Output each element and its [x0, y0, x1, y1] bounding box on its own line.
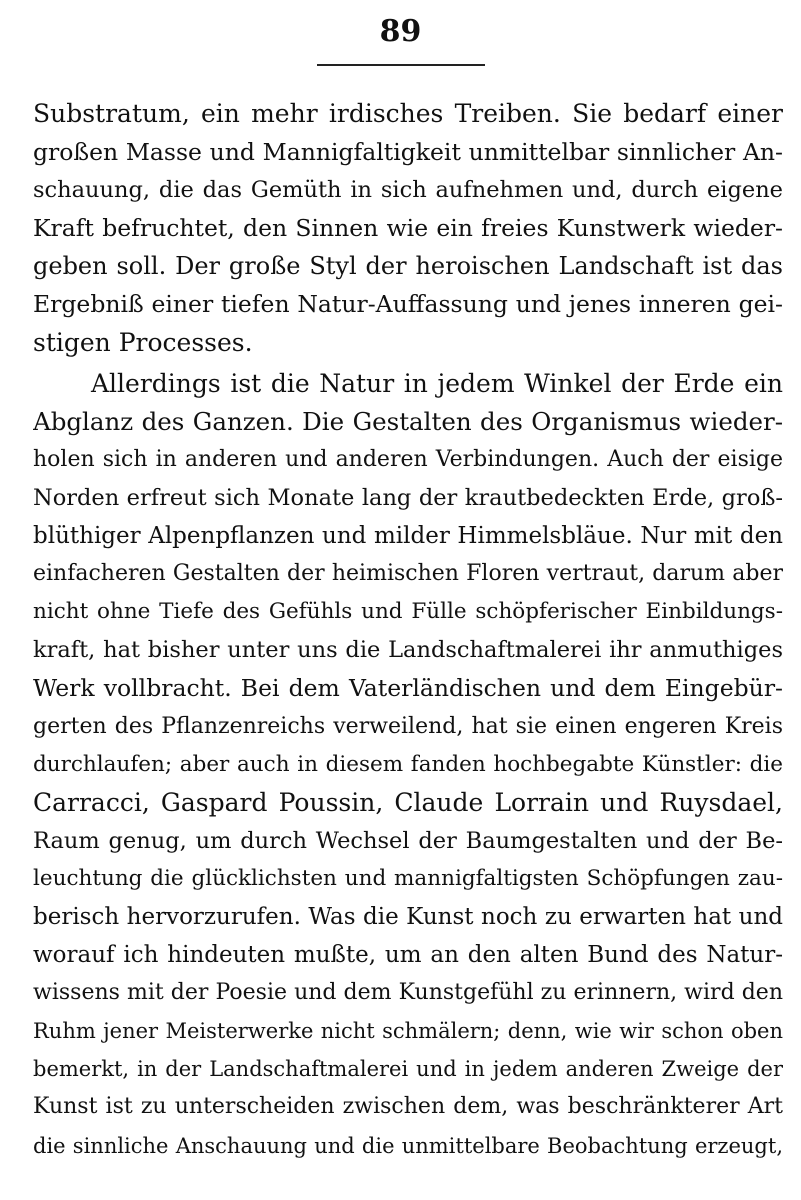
text-line: Raum genug, um durch Wechsel der Baumgestalten und der Be- — [33, 827, 783, 854]
text-line: Carracci, Gaspard Poussin, Claude Lorrain und Ruysdael, — [33, 787, 783, 817]
paragraph-2 — [33, 365, 783, 1165]
text-line: schauung, die das Gemüth in sich aufnehmen und, durch eigene — [33, 177, 783, 204]
text-line: Werk vollbracht. Bei dem Vaterländischen und dem Eingebür- — [33, 674, 783, 703]
text-line: geben soll. Der große Styl der heroischen Landschaft ist das — [33, 252, 783, 281]
text-line: die sinnliche Anschauung und die unmittelbare Beobachtung erzeugt, — [33, 1133, 783, 1158]
text-line: berisch hervorzurufen. Was die Kunst noch zu erwarten hat und — [33, 903, 783, 930]
page-number: 89 — [379, 14, 422, 49]
text-line: wissens mit der Poesie und dem Kunstgefühl zu erinnern, wird den — [33, 980, 783, 1006]
text-line: leuchtung die glücklichsten und mannigfaltigsten Schöpfungen zau- — [33, 865, 783, 891]
text-line: blüthiger Alpenpflanzen und milder Himmelsbläue. Nur mit den — [33, 523, 783, 550]
paragraph-1 — [33, 95, 783, 362]
text-line: Abglanz des Ganzen. Die Gestalten des Organismus wieder- — [33, 406, 783, 436]
text-line: Ergebniß einer tiefen Natur-Auffassung und jenes inneren gei- — [33, 290, 783, 319]
text-line: holen sich in anderen und anderen Verbindungen. Auch der eisige — [33, 446, 783, 472]
text-line: Kunst ist zu unterscheiden zwischen dem, was beschränkterer Art — [33, 1094, 783, 1120]
text-line: worauf ich hindeuten mußte, um an den alten Bund des Natur- — [33, 942, 783, 969]
text-line: Substratum, ein mehr irdisches Treiben. Sie bedarf einer — [33, 99, 783, 128]
body-text — [33, 95, 783, 1165]
header-rule — [317, 64, 485, 66]
text-line: Norden erfreut sich Monate lang der krautbedeckten Erde, groß- — [33, 484, 783, 511]
text-line: nicht ohne Tiefe des Gefühls und Fülle schöpferischer Einbildungs- — [33, 599, 783, 625]
text-line: stigen Processes. — [33, 327, 253, 357]
text-line: kraft, hat bisher unter uns die Landschaftmalerei ihr anmuthiges — [33, 637, 783, 664]
text-line: Kraft befruchtet, den Sinnen wie ein freies Kunstwerk wieder- — [33, 214, 783, 243]
text-line: einfacheren Gestalten der heimischen Floren vertraut, darum aber — [33, 561, 783, 587]
text-line: Allerdings ist die Natur in jedem Winkel der Erde ein — [91, 368, 783, 398]
text-line: großen Masse und Mannigfaltigkeit unmittelbar sinnlicher An- — [33, 138, 783, 167]
text-line: gerten des Pflanzenreichs verweilend, hat sie einen engeren Kreis — [33, 713, 783, 739]
text-line: Ruhm jener Meisterwerke nicht schmälern; denn, wie wir schon oben — [33, 1019, 783, 1044]
text-line: bemerkt, in der Landschaftmalerei und in jedem anderen Zweige der — [33, 1057, 783, 1082]
text-line: durchlaufen; aber auch in diesem fanden hochbegabte Künstler: die — [33, 751, 783, 777]
